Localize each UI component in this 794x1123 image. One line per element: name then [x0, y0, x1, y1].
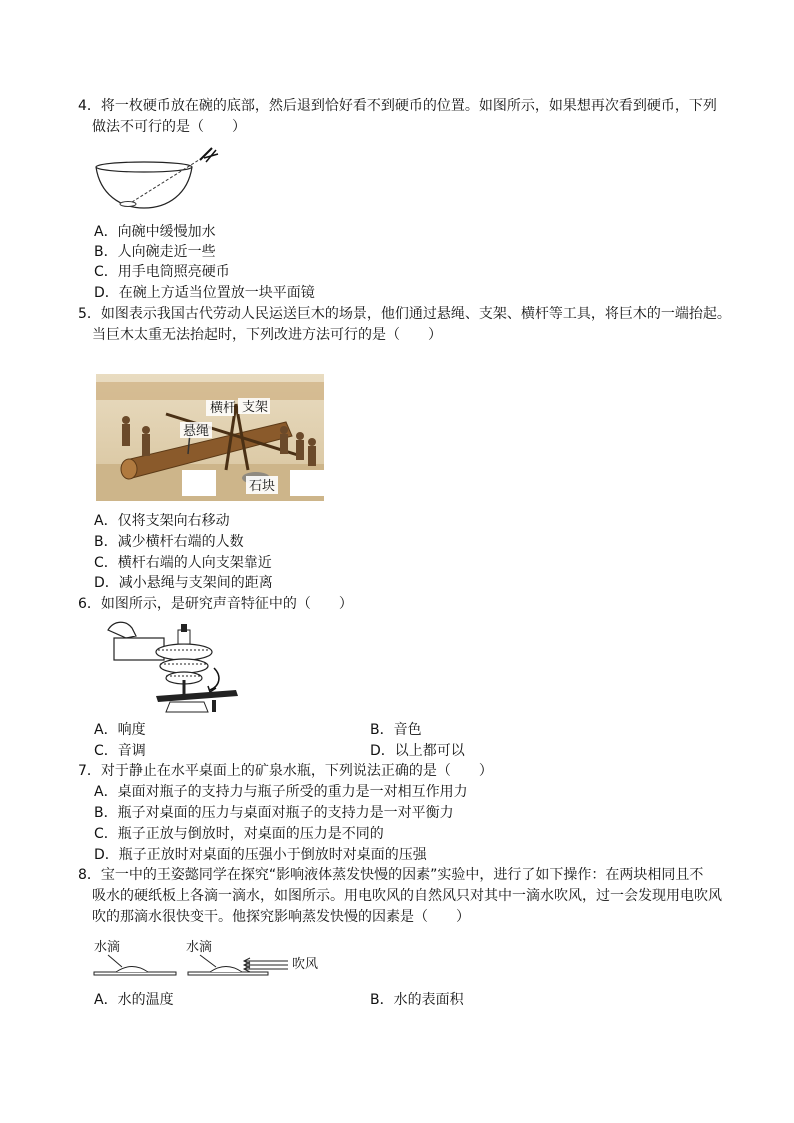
base-stand	[156, 690, 238, 702]
q4-option-b: B．人向碗走近一些	[94, 244, 216, 260]
q7-option-c: C．瓶子正放与倒放时，对桌面的压力是不同的	[94, 826, 384, 842]
log-end	[121, 459, 137, 479]
giant-log-figure	[96, 374, 324, 501]
q6-option-c: C．音调	[94, 743, 146, 759]
water-drop-1	[116, 967, 148, 973]
question-8-line-2: 吸水的硬纸板上各滴一滴水，如图所示。用电吹风的自然风只对其中一滴水吹风，过一会发现用电吹风	[92, 888, 722, 904]
q5-option-a: A．仅将支架向右移动	[94, 513, 230, 529]
label-stone: 石块	[249, 479, 276, 494]
stand-foot	[166, 702, 208, 712]
question-6	[78, 594, 353, 615]
sight-line	[132, 158, 202, 202]
cardboard-1	[94, 972, 176, 975]
label-rope: 悬绳	[183, 424, 210, 439]
q7-option-a: A．桌面对瓶子的支持力与瓶子所受的重力是一对相互作用力	[94, 784, 468, 800]
cardboard-2	[188, 972, 268, 975]
rotation-arrow-icon	[210, 668, 219, 690]
distant-buildings	[96, 382, 324, 400]
question-4-line-1: 4．将一枚硬币放在碗的底部，然后退到恰好看不到硬币的位置。如图所示，如果想再次看到硬币，下列	[78, 98, 717, 114]
gear-card-figure	[96, 616, 246, 714]
pointer-drop-1	[108, 955, 122, 967]
label-drop-2: 水滴	[186, 940, 213, 955]
eye-icon	[200, 148, 218, 162]
wind-arrows-icon	[244, 958, 288, 972]
question-8-line-1: 8．宝一中的王姿懿同学在探究“影响液体蒸发快慢的因素”实验中，进行了如下操作：在两块相同且不	[78, 867, 704, 883]
q6-option-d: D．以上都可以	[370, 743, 465, 759]
question-5	[78, 304, 731, 346]
q5-option-c: C．横杆右端的人向支架靠近	[94, 555, 272, 571]
q6-option-b: B．音色	[370, 722, 422, 738]
question-5-line-1: 5．如图表示我国古代劳动人民运送巨木的场景，他们通过悬绳、支架、横杆等工具，将巨木的一端抬起。	[78, 306, 731, 322]
question-7	[78, 761, 493, 782]
q4-option-a: A．向碗中缓慢加水	[94, 224, 216, 240]
question-7-line-1: 7．对于静止在水平桌面上的矿泉水瓶，下列说法正确的是（ ）	[78, 763, 493, 779]
question-8	[78, 865, 722, 928]
label-crossbar: 横杆	[210, 401, 237, 416]
question-6-line-1: 6．如图所示，是研究声音特征中的（ ）	[78, 596, 353, 612]
hand-icon	[108, 622, 136, 638]
label-patch-2	[290, 470, 324, 496]
water-drop-2	[210, 967, 242, 973]
q8-option-a: A．水的温度	[94, 992, 174, 1008]
bowl-rim	[96, 162, 192, 172]
coin	[120, 202, 136, 207]
question-4	[78, 96, 717, 138]
label-blow: 吹风	[292, 957, 319, 972]
q5-option-d: D．减小悬绳与支架间的距离	[94, 575, 273, 591]
card	[114, 638, 164, 660]
label-drop-1: 水滴	[94, 940, 121, 955]
q4-option-d: D．在碗上方适当位置放一块平面镜	[94, 285, 315, 301]
q4-option-c: C．用手电筒照亮硬币	[94, 264, 230, 280]
label-support: 支架	[242, 400, 269, 415]
pointer-drop-2	[200, 955, 216, 967]
bowl-body	[96, 167, 192, 208]
q5-option-b: B．减少横杆右端的人数	[94, 534, 244, 550]
q7-option-d: D．瓶子正放时对桌面的压强小于倒放时对桌面的压强	[94, 847, 427, 863]
q8-option-b: B．水的表面积	[370, 992, 464, 1008]
water-drops-figure	[92, 935, 342, 985]
question-5-line-2: 当巨木太重无法抬起时，下列改进方法可行的是（ ）	[92, 327, 442, 343]
label-patch-1	[182, 470, 216, 496]
q6-option-a: A．响度	[94, 722, 146, 738]
screw	[212, 700, 216, 712]
bowl-coin-figure	[92, 142, 224, 214]
q7-option-b: B．瓶子对桌面的压力与桌面对瓶子的支持力是一对平衡力	[94, 805, 454, 821]
question-4-line-2: 做法不可行的是（ ）	[92, 119, 246, 135]
question-8-line-3: 吹的那滴水很快变干。他探究影响蒸发快慢的因素是（ ）	[92, 909, 470, 925]
